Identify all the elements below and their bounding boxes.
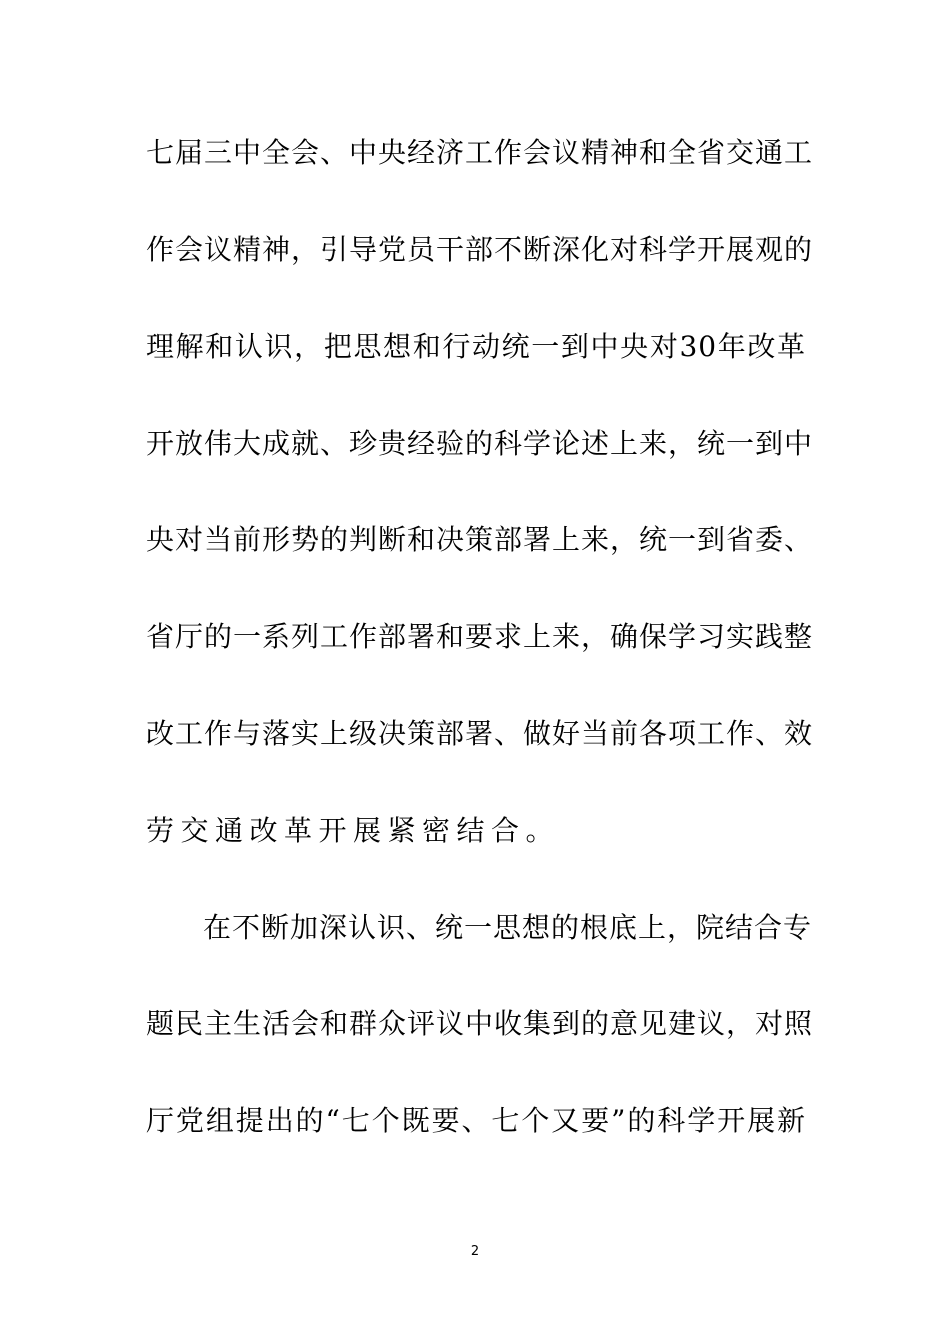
page-number: 2: [470, 1244, 480, 1259]
text-line-11: 厅党组提出的“七个既要、七个又要”的科学开展新: [146, 1104, 806, 1137]
text-line-2: 作会议精神，引导党员干部不断深化对科学开展观的: [146, 233, 814, 266]
text-line-1: 七届三中全会、中央经济工作会议精神和全省交通工: [146, 136, 814, 169]
text-line-6: 省厅的一系列工作部署和要求上来，确保学习实践整: [146, 620, 814, 653]
text-line-5: 央对当前形势的判断和决策部署上来，统一到省委、: [146, 523, 814, 556]
text-line-8: 劳交通改革开展紧密结合。: [146, 814, 561, 847]
text-line-7: 改工作与落实上级决策部署、做好当前各项工作、效: [146, 717, 814, 750]
text-line-10: 题民主生活会和群众评议中收集到的意见建议，对照: [146, 1007, 814, 1040]
text-line-3: 理解和认识，把思想和行动统一到中央对30年改革: [146, 330, 806, 363]
text-line-4: 开放伟大成就、珍贵经验的科学论述上来，统一到中: [146, 427, 814, 460]
text-line-9: 在不断加深认识、统一思想的根底上，院结合专: [203, 911, 813, 944]
